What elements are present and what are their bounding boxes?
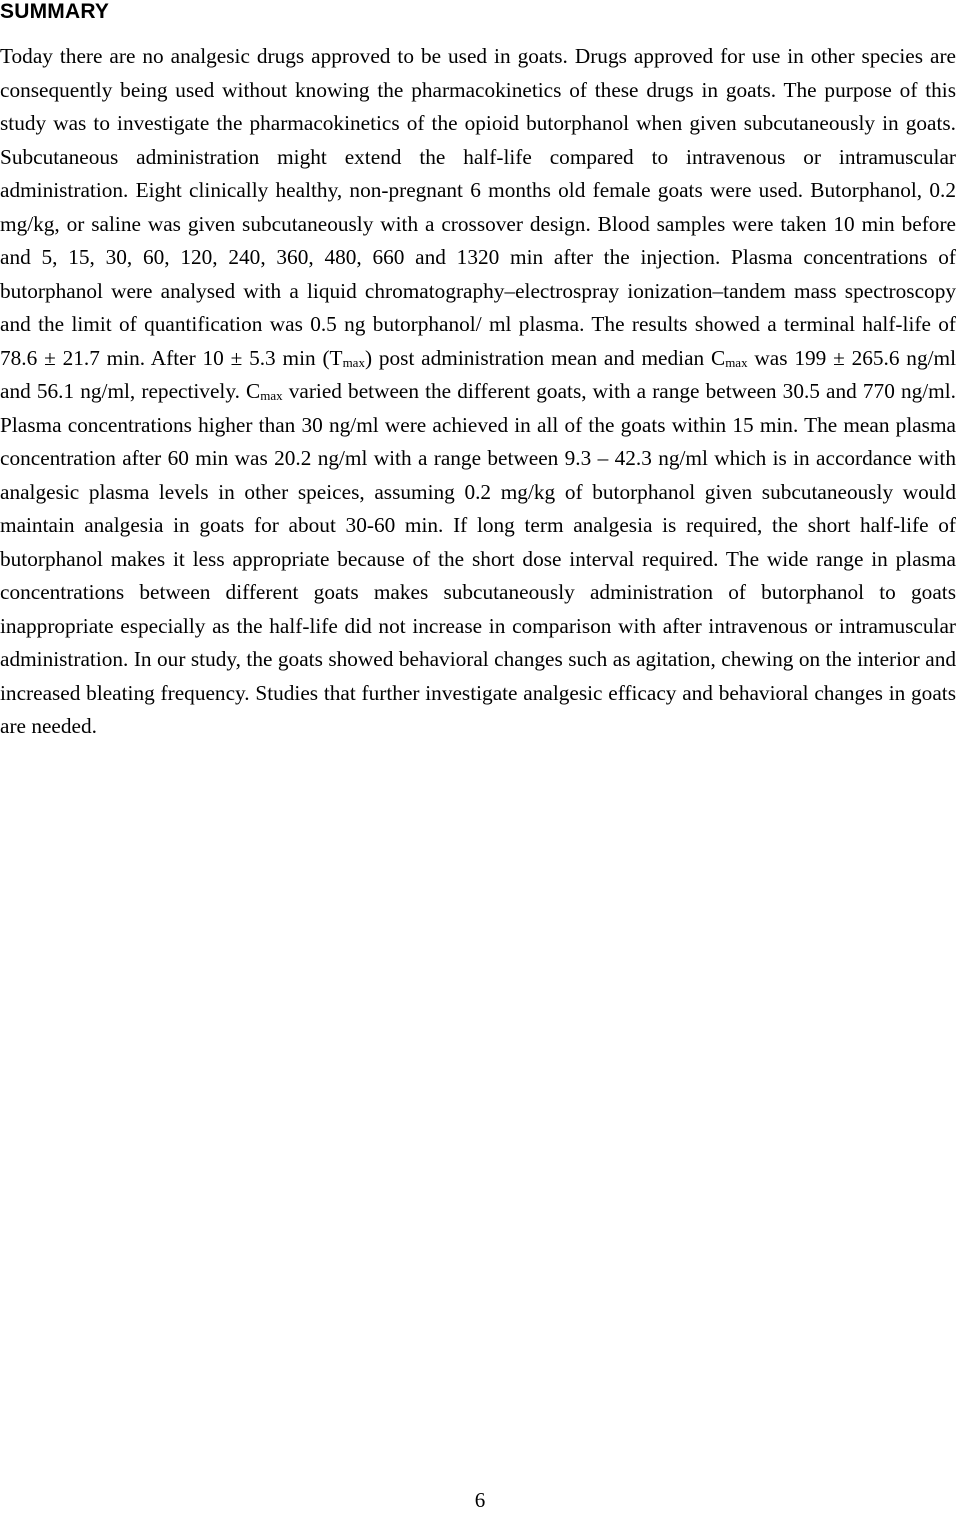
summary-text-part-1: Today there are no analgesic drugs approved to be used in goats. Drugs approved for use in other species are consequently being used without knowing the pharmacokinetics of these drugs in goats. The purpose of this study was to investigate the pharmacokinetics of the opioid butorphanol when given subcutaneously in goats. Subcutaneous administration might extend the half-life compared to intravenous or intramuscular administration. Eight clinically healthy, non-pregnant 6 months old female goats were used. Butorphanol, 0.2 mg/kg, or saline was given subcutaneously with a crossover design. Blood samples were taken 10 min before and 5, 15, 30, 60, 120, 240, 360, 480, 660 and 1320 min after the injection. Plasma concentrations of butorphanol were analysed with a liquid chromatography–electrospray ionization–tandem mass spectroscopy and the limit of quantification was 0.5 ng butorphanol/ ml plasma. The results showed a terminal half-life of 78.6 ± 21.7 min. After 10 ± 5.3 min (T <box>0 44 956 370</box>
summary-text-part-3: was 199 ± 265.6 ng/ml and 56.1 ng/ml, repectively. C <box>0 345 956 403</box>
summary-text-part-2: ) post administration mean and median C <box>364 345 726 370</box>
summary-text-part-4: varied between the different goats, with a range between 30.5 and 770 ng/ml. Plasma concentrations higher than 30 ng/ml were achieved in all of the goats within 15 min. The mean plasma concentration after 60 min was 20.2 ng/ml with a range between 9.3 – 42.3 ng/ml which is in accordance with analgesic plasma levels in other speices, assuming 0.2 mg/kg of butorphanol given subcutaneously would maintain analgesia in goats for about 30-60 min. If long term analgesia is required, the short half-life of butorphanol makes it less appropriate because of the short dose interval required. The wide range in plasma concentrations between different goats makes subcutaneously administration of butorphanol to goats inappropriate especially as the half-life did not increase in comparison with after intravenous or intramuscular administration. In our study, the goats showed behavioral changes such as agitation, chewing on the interior and increased bleating frequency. Studies that further investigate analgesic efficacy and behavioral changes in goats are needed. <box>0 379 956 738</box>
page-number: 6 <box>474 1488 486 1512</box>
section-heading: SUMMARY <box>0 0 110 23</box>
summary-paragraph <box>0 40 956 744</box>
tmax-subscript: max <box>342 354 365 370</box>
cmax-subscript: max <box>725 354 748 370</box>
cmax-subscript-2: max <box>260 388 283 403</box>
